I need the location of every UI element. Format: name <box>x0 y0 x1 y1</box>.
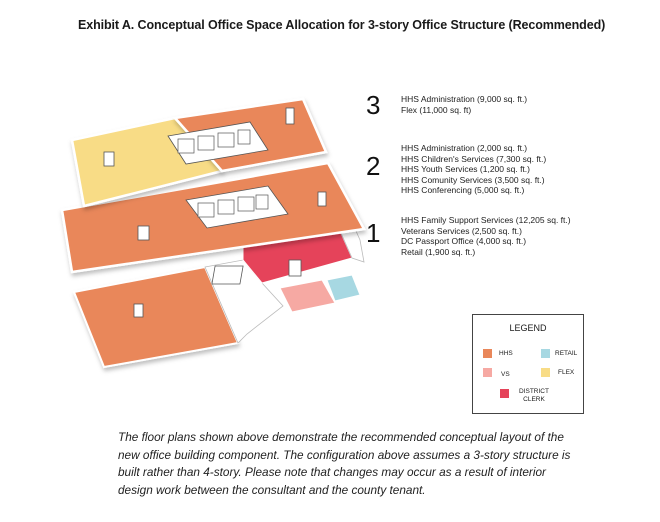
floor-2-line: HHS Children's Services (7,300 sq. ft.) <box>401 153 547 164</box>
floor-2-window-right <box>318 192 326 206</box>
legend-title: LEGEND <box>509 323 547 333</box>
floor-2-line: HHS Comunity Services (3,500 sq. ft.) <box>401 174 545 185</box>
floor-3-description <box>401 94 527 115</box>
floor-1-description <box>401 215 571 257</box>
legend-district-clerk-line2: CLERK <box>523 395 545 403</box>
legend-vs-swatch <box>483 368 492 377</box>
legend <box>472 314 584 414</box>
floor-1-stair <box>212 266 243 284</box>
floor-3-window-right <box>286 108 294 124</box>
floor-1-vs-area <box>280 280 335 312</box>
caption-line: new office building component. The configuration above assumes a 3-story structure is <box>118 447 571 462</box>
floor-3-line: HHS Administration (9,000 sq. ft.) <box>401 94 528 104</box>
legend-flex-swatch <box>541 368 550 377</box>
legend-district-clerk-swatch <box>500 389 509 398</box>
floor-3-line: Flex (11,000 sq. ft) <box>401 104 472 115</box>
legend-hhs-label: HHS <box>499 350 513 357</box>
legend-hhs-swatch <box>483 349 492 358</box>
caption-line: The floor plans shown above demonstrate the recommended conceptual layout of the <box>118 430 564 444</box>
floor-1-number: 1 <box>366 218 381 248</box>
legend-retail-swatch <box>541 349 550 358</box>
floor-2-line: HHS Conferencing (5,000 sq. ft.) <box>401 185 525 195</box>
legend-district-clerk-label <box>519 388 549 403</box>
floor-2-line: HHS Youth Services (1,200 sq. ft.) <box>401 164 530 174</box>
floor-1-line: DC Passport Office (4,000 sq. ft.) <box>401 236 527 246</box>
legend-retail-label: RETAIL <box>555 350 578 357</box>
floor-2-line: HHS Administration (2,000 sq. ft.) <box>401 143 528 153</box>
caption <box>118 429 598 499</box>
exhibit-title: Exhibit A. Conceptual Office Space Allocation for 3-story Office Structure (Recommended) <box>78 18 606 32</box>
caption-line: design work between the consultant and the county tenant. <box>118 482 426 497</box>
floor-1-window <box>134 304 143 317</box>
floor-3-window-left <box>104 152 114 166</box>
floor-2-description <box>401 143 546 196</box>
caption-line: built rather than 4-story. Please note that changes may occur as a result of interior <box>118 465 546 479</box>
legend-vs-label: VS <box>501 371 510 378</box>
floor-1-line: Veterans Services (2,500 sq. ft.) <box>401 225 522 236</box>
legend-district-clerk-line1: DISTRICT <box>519 388 549 395</box>
legend-flex-label: FLEX <box>558 369 575 376</box>
floor-2-window-left <box>138 226 149 240</box>
floor-2-number: 2 <box>366 151 381 181</box>
floor-3-number: 3 <box>366 90 381 120</box>
floor-1-line: HHS Family Support Services (12,205 sq. ft.) <box>401 215 571 225</box>
floor-1-line: Retail (1,900 sq. ft.) <box>401 246 476 257</box>
